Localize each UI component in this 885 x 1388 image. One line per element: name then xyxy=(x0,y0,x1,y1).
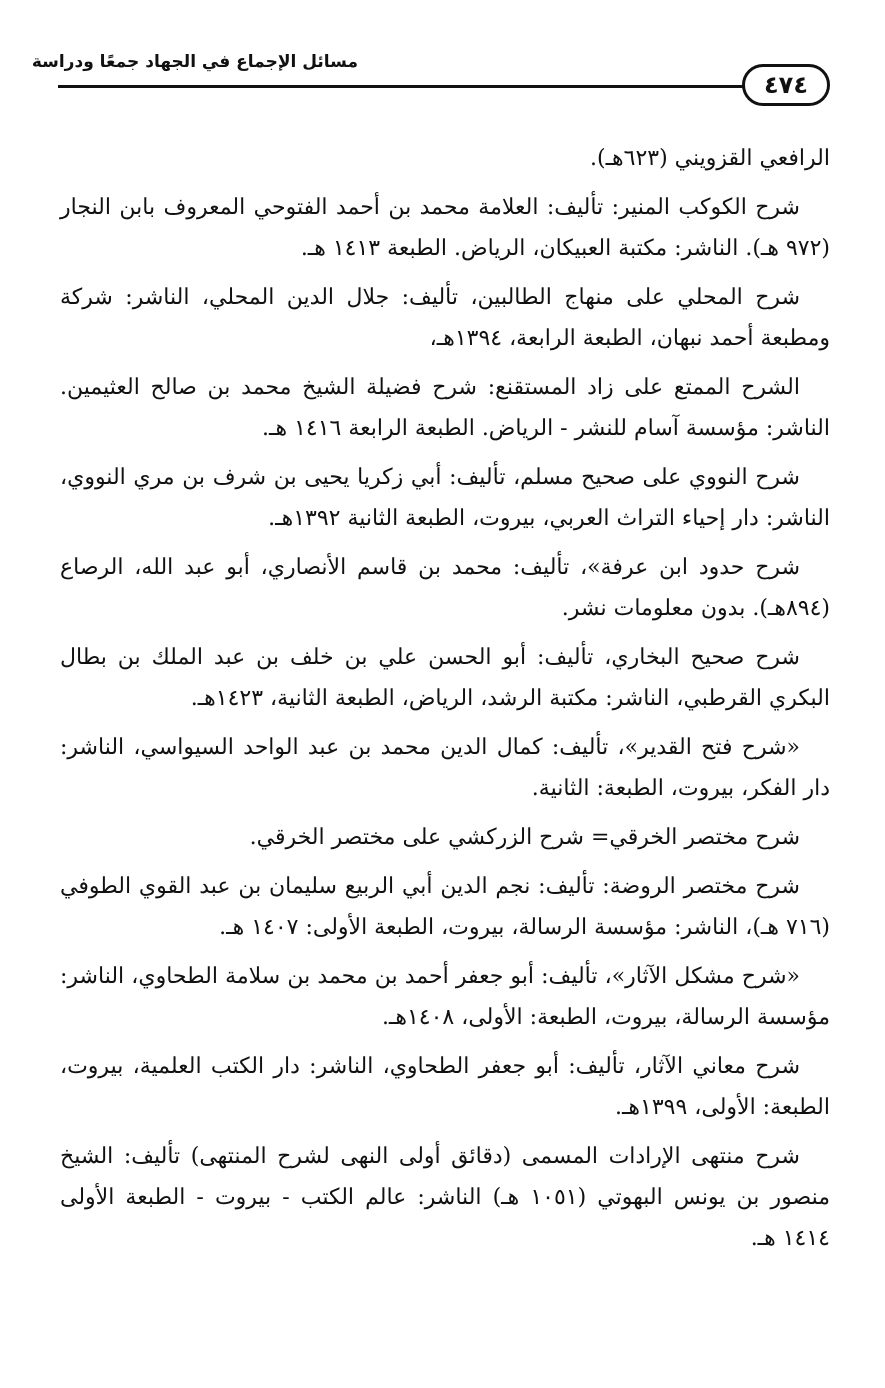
page-number-badge: ٤٧٤ xyxy=(742,64,830,106)
bibliography-entry: شرح النووي على صحيح مسلم، تأليف: أبي زكريا يحيى بن شرف بن مري النووي، الناشر: دار إحياء التراث العربي، بيروت، الطبعة الثانية ١٣٩٢هـ. xyxy=(60,465,830,531)
bibliography-entry: شرح صحيح البخاري، تأليف: أبو الحسن علي بن خلف بن عبد الملك بن بطال البكري القرطبي، الناشر: مكتبة الرشد، الرياض، الطبعة الثانية، ١٤٢٣هـ. xyxy=(60,645,830,711)
bibliography-entry: شرح مختصر الخرقي= شرح الزركشي على مختصر الخرقي. xyxy=(249,825,800,850)
header-rule xyxy=(58,85,753,88)
bibliography-list xyxy=(60,138,830,1267)
bibliography-entry: الشرح الممتع على زاد المستقنع: شرح فضيلة الشيخ محمد بن صالح العثيمين. الناشر: مؤسسة آسام للنشر - الرياض. الطبعة الرابعة ١٤١٦ هـ. xyxy=(60,375,830,441)
bibliography-entry: شرح المحلي على منهاج الطالبين، تأليف: جلال الدين المحلي، الناشر: شركة ومطبعة أحمد نبهان، الطبعة الرابعة، ١٣٩٤هـ، xyxy=(60,285,830,351)
bibliography-entry: شرح الكوكب المنير: تأليف: العلامة محمد بن أحمد الفتوحي المعروف بابن النجار (٩٧٢ هـ). الناشر: مكتبة العبيكان، الرياض. الطبعة ١٤١٣ هـ. xyxy=(60,195,830,261)
bibliography-continuation: الرافعي القزويني (٦٢٣هـ). xyxy=(590,146,830,171)
bibliography-entry: شرح منتهى الإرادات المسمى (دقائق أولى النهى لشرح المنتهى) تأليف: الشيخ منصور بن يونس البهوتي (١٠٥١ هـ) الناشر: عالم الكتب - بيروت - الطبعة الأولى ١٤١٤ هـ. xyxy=(60,1144,830,1251)
bibliography-entry: شرح مختصر الروضة: تأليف: نجم الدين أبي الربيع سليمان بن عبد القوي الطوفي (٧١٦ هـ)، الناشر: مؤسسة الرسالة، بيروت، الطبعة الأولى: ١٤٠٧ هـ. xyxy=(60,874,830,940)
bibliography-entry: «شرح مشكل الآثار»، تأليف: أبو جعفر أحمد بن محمد بن سلامة الطحاوي، الناشر: مؤسسة الرسالة، بيروت، الطبعة: الأولى، ١٤٠٨هـ. xyxy=(60,964,830,1030)
bibliography-entry: شرح حدود ابن عرفة»، تأليف: محمد بن قاسم الأنصاري، أبو عبد الله، الرصاع (٨٩٤هـ). بدون معلومات نشر. xyxy=(60,555,830,621)
bibliography-entry: «شرح فتح القدير»، تأليف: كمال الدين محمد بن عبد الواحد السيواسي، الناشر: دار الفكر، بيروت، الطبعة: الثانية. xyxy=(60,735,830,801)
bibliography-entry: شرح معاني الآثار، تأليف: أبو جعفر الطحاوي، الناشر: دار الكتب العلمية، بيروت، الطبعة: الأولى، ١٣٩٩هـ. xyxy=(60,1054,830,1120)
running-header-title: مسائل الإجماع في الجهاد جمعًا ودراسة xyxy=(31,52,358,72)
